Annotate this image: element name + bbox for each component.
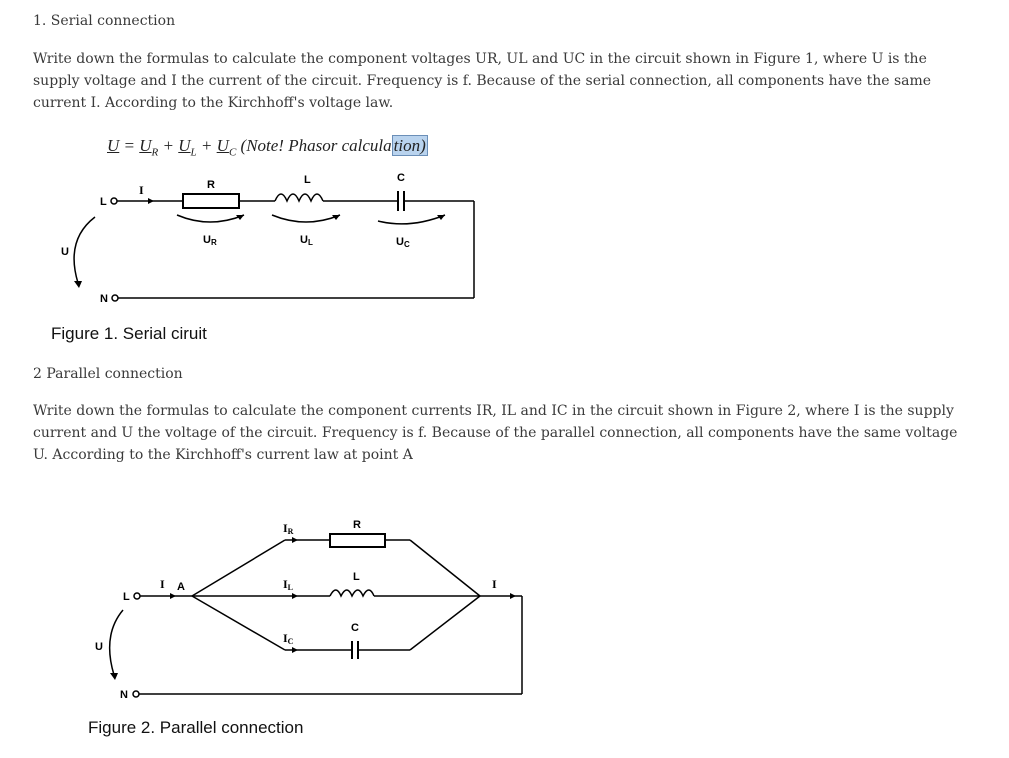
branch-ic-label: IC — [283, 631, 294, 646]
capacitor-c-label-2: C — [351, 622, 359, 634]
output-current-label: I — [492, 577, 497, 591]
parallel-circuit-diagram — [80, 510, 530, 700]
voltage-ur-label: UR — [203, 234, 217, 247]
terminal-n-label: N — [100, 293, 108, 305]
formula-note: (Note! Phasor calcula tion) — [240, 136, 426, 155]
serial-circuit-diagram — [50, 165, 490, 310]
section1-heading: 1. Serial connection — [33, 13, 176, 29]
branch-il-label: IL — [283, 577, 294, 592]
resistor-r-label: R — [207, 179, 215, 191]
section1-paragraph: Write down the formulas to calculate the component voltages UR, UL and UC in the circuit shown in Figure 1, where U is the supply voltage and I the current of the circuit. Frequency is f. Because of the serial connection, all components have the same current I. According to the Kirchhoff's voltage law. — [33, 51, 932, 111]
voltage-uc-label: UC — [396, 236, 410, 249]
section2-heading: 2 Parallel connection — [33, 366, 183, 382]
current-i-label: I — [139, 183, 144, 197]
voltage-ul-label: UL — [300, 234, 313, 247]
inductor-l-label: L — [304, 174, 311, 186]
node-a-label: A — [177, 581, 185, 593]
supply-voltage-label: U — [61, 246, 69, 258]
branch-ir-label: IR — [283, 521, 294, 536]
terminal-n-label-2: N — [120, 689, 128, 700]
section1-formula: $U = U_R + U_L + U_C$ (Note! Phasor calcula tion) — [107, 136, 426, 159]
resistor-r-label-2: R — [353, 519, 361, 531]
figure1-caption: Figure 1. Serial ciruit — [51, 324, 207, 343]
supply-voltage-label-2: U — [95, 641, 103, 653]
inductor-l-label-2: L — [353, 571, 360, 583]
terminal-l-label: L — [100, 196, 107, 208]
figure2-caption: Figure 2. Parallel connection — [88, 718, 304, 737]
section2-paragraph: Write down the formulas to calculate the component currents IR, IL and IC in the circuit shown in Figure 2, where I is the supply current and U the voltage of the circuit. Frequency is f. Because of the parallel connection, all components have the same voltage U. According to the Kirchhoff's current law at point A — [33, 403, 958, 463]
capacitor-c-label: C — [397, 172, 405, 184]
terminal-l-label-2: L — [123, 591, 130, 603]
supply-current-label: I — [160, 577, 165, 591]
